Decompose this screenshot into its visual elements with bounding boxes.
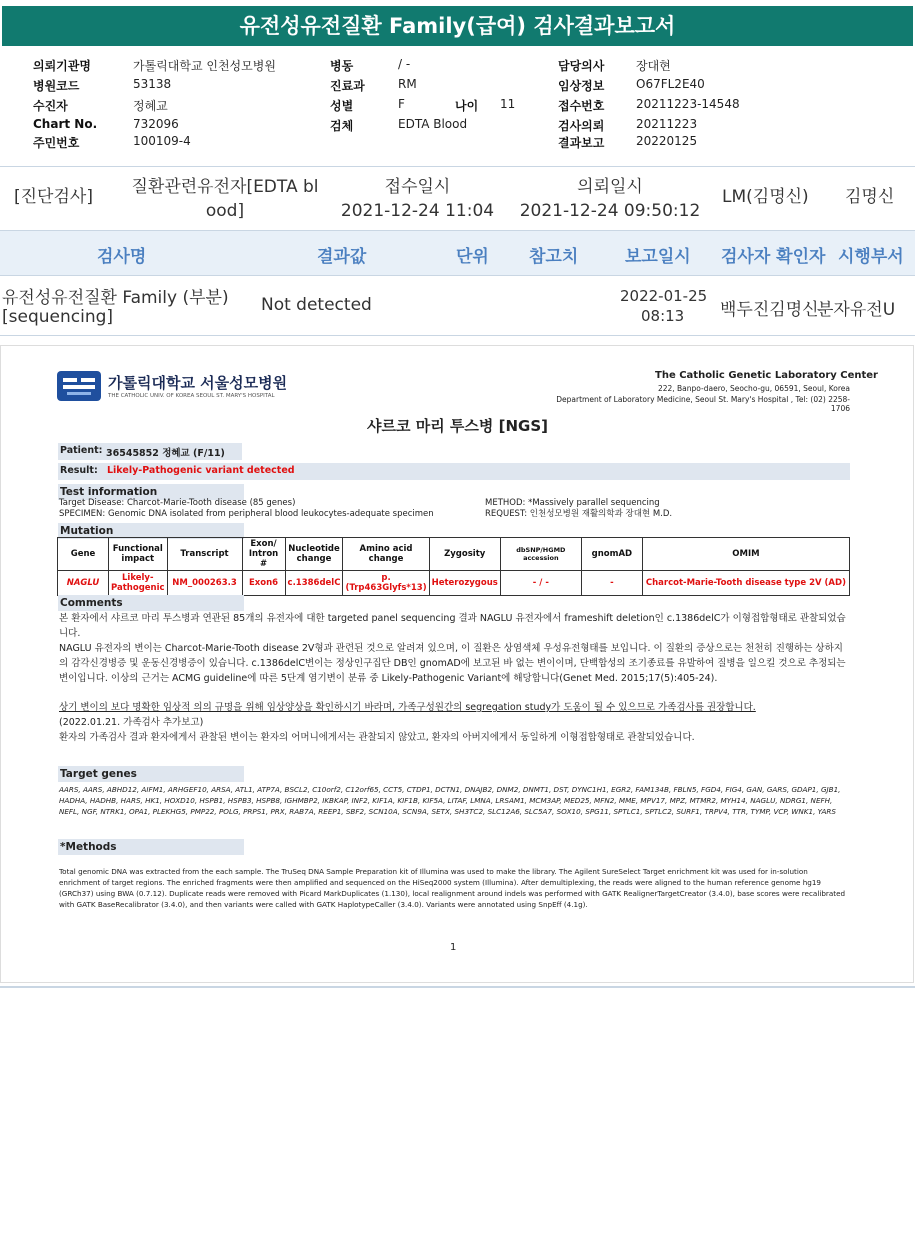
mutation-cell: - / - xyxy=(500,571,581,596)
report-title: 유전성유전질환 Family(급여) 검사결과보고서 xyxy=(2,6,913,46)
request: REQUEST: 인천성모병원 재활의학과 장대현 M.D. xyxy=(485,509,673,519)
summary-test-name-line1: 질환관련유전자[EDTA bl xyxy=(131,177,319,197)
patient-label: Patient: xyxy=(60,445,103,456)
methods-text: Total genomic DNA was extracted from the each sample. The TruSeq DNA Sample Preparation kit of Illumina was used to make the library. The Agilent SureSelect Target enrichment kit was used for in-solution enrichment of target regions. The enriched fragments were then amplified and sequenced on the HiSeq2000 system (Illumina). After demultiplexing, the reads were aligned to the human reference genome hg19 (GRCh37) using BWA (0.7.12). Duplicate reads were removed with Picard MarkDuplicates (1.130), local realignment around indels was performed with GATK RealignerTargetCreator (3.4.0), base scores were recalibrated with GATK BaseRecalibrator (3.4.0), and then variants were called with GATK HaplotypeCaller (3.4.0). Variants were annotated using SnpEff (4.1g). xyxy=(59,867,846,909)
mutation-cell: Likely-Pathogenic xyxy=(109,571,168,596)
summary-category: [진단검사] xyxy=(14,187,93,207)
target-genes-list: AARS, AARS, ABHD12, AIFM1, ARHGEF10, ARSA, ATL1, ATP7A, BSCL2, C10orf2, C12orf65, CCT5, CTDP1, DCTN1, DNAJB2, DNM2, DNMT1, DST, DYNC1H1, EGR2, FAM134B, FBLN5, FGD4, FIG4, GAN, GARS, GDAP1, GJB1, HADHA, HADHB, HARS, HK1, HOXD10, HSPB1, HSPB3, HSPB8, IGHMBP2, IKBKAP, INF2, KIF1A, KIF1B, KIF5A, LITAF, LMNA, LRSAM1, MCM3AP, MED25, MFN2, MME, MPV17, MPZ, MTMR2, MYH14, NAGLU, NDRG1, NEFH, NEFL, NGF, NTRK1, OPA1, PLEKHG5, PMP22, POLG, PRPS1, PRX, RAB7A, REEP1, SBF2, SCN10A, SCN9A, SETX, SH3TC2, SLC12A6, SLC5A7, SOX10, SPG11, SPTLC1, SPTLC2, SURF1, TRPV4, TTR, TYMP, VCP, WNK1, YARS xyxy=(59,785,841,816)
received-label: 접수일시 xyxy=(384,177,451,197)
mutation-header-cell: dbSNP/HGMD accession xyxy=(500,538,581,571)
info-label: 병원코드 xyxy=(33,79,80,93)
mutation-header-cell: OMIM xyxy=(642,538,849,571)
center-address-1: 222, Banpo-daero, Seocho-gu, 06591, Seoul, Korea xyxy=(657,384,850,393)
mutation-cell: - xyxy=(581,571,642,596)
summary-test-name xyxy=(120,175,330,223)
info-value: 53138 xyxy=(133,77,172,91)
result-time: 08:13 xyxy=(641,307,685,325)
info-value: 가톨릭대학교 인천성모병원 xyxy=(133,59,276,73)
page-number: 1 xyxy=(450,942,457,953)
requested-label: 의뢰일시 xyxy=(577,177,643,197)
mutation-cell: Heterozygous xyxy=(429,571,500,596)
comment-paragraph-3: 상기 변이의 보다 명확한 임상적 의의 규명을 위해 임상양상을 확인하시기 바라며, 가족구성원간의 segregation study가 도움이 될 수 있으므로 가족검사를 권장합니다. xyxy=(59,702,756,713)
result-detected: Likely-Pathogenic variant detected xyxy=(107,465,295,476)
result-label: Result: xyxy=(60,465,98,476)
center-name: The Catholic Genetic Laboratory Center xyxy=(655,370,878,381)
info-value: 정혜교 xyxy=(133,99,168,113)
result-value: Not detected xyxy=(261,295,372,315)
patient-value: 36545852 정혜교 (F/11) xyxy=(106,448,225,459)
mutation-cell: c.1386delC xyxy=(285,571,343,596)
info-label: 병동 xyxy=(330,59,354,73)
info-label: 주민번호 xyxy=(33,136,80,150)
info-value: 장대현 xyxy=(636,59,671,73)
info-label: 성별 xyxy=(330,99,354,113)
col-header: 검사명 xyxy=(97,247,147,267)
mutation-header-cell: Amino acid change xyxy=(343,538,429,571)
mutation-header-cell: Zygosity xyxy=(429,538,500,571)
mutation-heading: Mutation xyxy=(58,523,244,539)
info-label: Chart No. xyxy=(33,117,98,131)
divider xyxy=(0,166,915,167)
center-address-2: Department of Laboratory Medicine, Seoul St. Mary's Hospital , Tel: (02) 2258-1706 xyxy=(556,395,850,413)
info-value: 100109-4 xyxy=(133,134,191,148)
info-label: 검사의뢰 xyxy=(558,119,605,133)
mutation-cell: Charcot-Marie-Tooth disease type 2V (AD) xyxy=(642,571,849,596)
divider xyxy=(0,335,915,336)
method: METHOD: *Massively parallel sequencing xyxy=(485,498,660,508)
result-date: 2022-01-25 xyxy=(620,287,708,305)
summary-doctor: 김명신 xyxy=(845,187,895,207)
specimen: SPECIMEN: Genomic DNA isolated from peripheral blood leukocytes-adequate specimen xyxy=(59,509,434,519)
result-table-header xyxy=(0,230,915,276)
mutation-cell: Exon6 xyxy=(242,571,285,596)
info-value: 20220125 xyxy=(636,134,698,148)
mutation-header-cell: Nucleotide change xyxy=(285,538,343,571)
info-label: 결과보고 xyxy=(558,136,605,150)
info-label: 검체 xyxy=(330,119,354,133)
mutation-data-row xyxy=(58,571,850,596)
info-label: 수진자 xyxy=(33,99,68,113)
age-value: 11 xyxy=(500,97,516,111)
info-label: 진료과 xyxy=(330,79,365,93)
comment-paragraph-5: 환자의 가족검사 결과 환자에게서 관찰된 변이는 환자의 어머니에게서는 관찰되지 않았고, 환자의 아버지에게서 동일하게 이형접합형태로 관찰되었습니다. xyxy=(59,732,695,743)
summary-lm: LM(김명신) xyxy=(722,187,809,207)
info-label: 접수번호 xyxy=(558,99,605,113)
comment-paragraph-1: 본 환자에서 샤르코 마리 투스병과 연관된 85개의 유전자에 대한 targeted panel sequencing 결과 NAGLU 유전자에서 frameshift deletion인 c.1386delC가 이형접합형태로 관찰되었습니다. xyxy=(59,613,846,639)
mutation-cell: p.(Trp463Glyfs*13) xyxy=(343,571,429,596)
mutation-header-cell: Exon/ Intron # xyxy=(242,538,285,571)
mutation-header-cell: gnomAD xyxy=(581,538,642,571)
col-header: 보고일시 xyxy=(625,247,691,267)
col-header: 검사자 확인자 xyxy=(721,247,826,267)
comments-heading: Comments xyxy=(58,595,244,611)
summary-received xyxy=(335,175,500,223)
received-value: 2021-12-24 11:04 xyxy=(340,201,495,221)
summary-test-name-line2: ood] xyxy=(205,201,245,221)
hospital-sub: THE CATHOLIC UNIV. OF KOREA SEOUL ST. MARY'S HOSPITAL xyxy=(108,393,275,399)
comment-paragraph-2: NAGLU 유전자의 변이는 Charcot-Marie-Tooth disease 2V형과 관련된 것으로 알려져 있으며, 이 질환은 상염색체 우성유전형태를 보입니다. 이 질환의 증상으로는 천천히 진행하는 상하지의 감각신경병증 및 운동신경병증이 있습니다. c.1386delC변이는 정상인구집단 DB인 gnomAD에 보고된 바 없는 변이이며, 단백합성의 조기종료를 유발하여 질병을 일으킬 것으로 추정되는 변이입니다. 이상의 근거는 ACMG guideline에 따른 5단계 염기변이 분류 중 Likely-Pathogenic Variant에 해당합니다(Genet Med. 2015;17(5):405-24). xyxy=(59,643,846,684)
summary-requested xyxy=(515,175,705,223)
info-value: 20211223-14548 xyxy=(636,97,740,111)
mutation-header-cell: Transcript xyxy=(167,538,242,571)
methods-heading: *Methods xyxy=(58,839,244,855)
bottom-divider xyxy=(0,986,915,988)
disease-title: 샤르코 마리 투스병 [NGS] xyxy=(367,417,548,435)
target-genes-heading: Target genes xyxy=(58,766,244,782)
result-test-name-line1: 유전성유전질환 Family (부분) xyxy=(2,288,229,308)
mutation-header-cell: Gene xyxy=(58,538,109,571)
title-bar xyxy=(0,0,915,52)
comment-paragraph-4: (2022.01.21. 가족검사 추가보고) xyxy=(59,717,204,728)
mutation-cell: NM_000263.3 xyxy=(167,571,242,596)
info-label: 담당의사 xyxy=(558,59,605,73)
mutation-header-cell: Functional impact xyxy=(109,538,168,571)
mutation-header-row xyxy=(58,538,850,571)
requested-value: 2021-12-24 09:50:12 xyxy=(519,201,701,221)
info-value: 732096 xyxy=(133,117,179,131)
age-label: 나이 xyxy=(455,99,479,113)
col-header: 참고치 xyxy=(529,247,579,267)
info-value: O67FL2E40 xyxy=(636,77,705,91)
info-value: 20211223 xyxy=(636,117,698,131)
info-value: RM xyxy=(398,77,417,91)
result-dept: 분자유전U xyxy=(817,300,896,320)
patient-line xyxy=(58,443,242,460)
info-value: / - xyxy=(398,57,411,71)
col-header: 시행부서 xyxy=(838,247,904,267)
info-value: EDTA Blood xyxy=(398,117,468,131)
test-info-heading: Test information xyxy=(58,484,244,500)
target-disease: Target Disease: Charcot-Marie-Tooth disease (85 genes) xyxy=(59,498,296,508)
info-label: 의뢰기관명 xyxy=(33,59,91,73)
info-label: 임상정보 xyxy=(558,79,605,93)
result-line xyxy=(58,463,850,480)
mutation-table xyxy=(57,537,850,596)
result-examiner: 백두진김명신 xyxy=(720,300,819,320)
hospital-name: 가톨릭대학교 서울성모병원 xyxy=(108,374,288,392)
hospital-logo-icon xyxy=(57,371,101,401)
mutation-cell: NAGLU xyxy=(58,571,109,596)
col-header: 단위 xyxy=(456,247,489,267)
result-test-name-line2: [sequencing] xyxy=(2,307,114,327)
col-header: 결과값 xyxy=(317,247,367,267)
info-value: F xyxy=(398,97,405,111)
